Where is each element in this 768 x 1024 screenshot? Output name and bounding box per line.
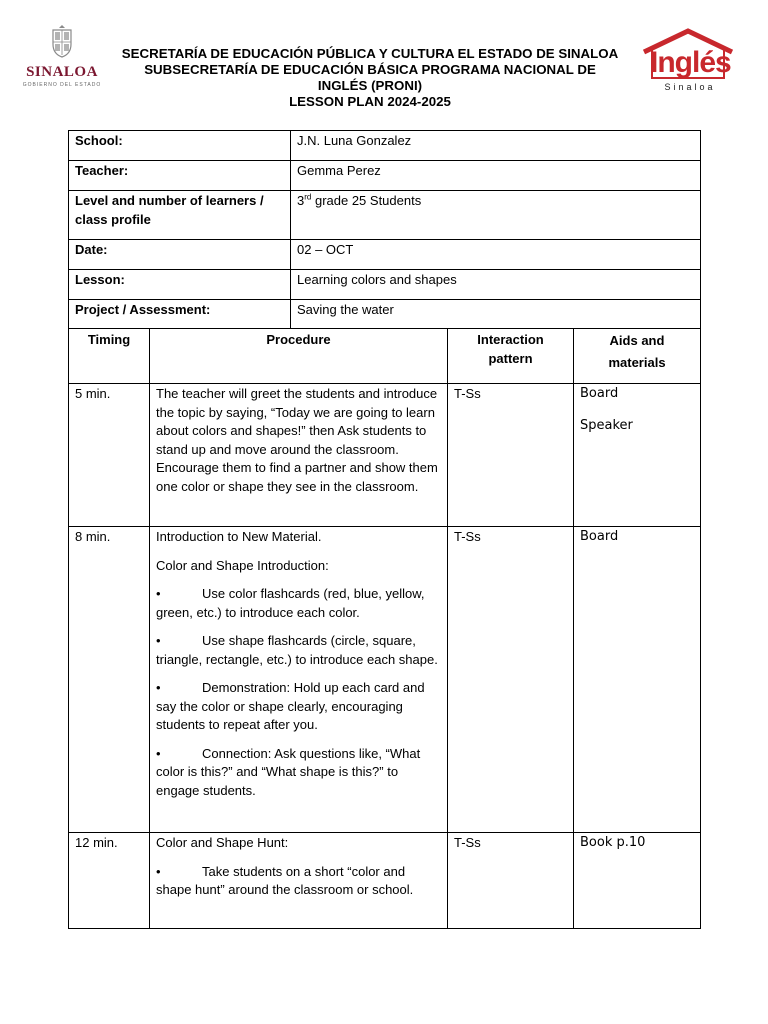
project-label: Project / Assessment: bbox=[69, 300, 291, 329]
interaction-cell: T-Ss bbox=[448, 527, 574, 833]
date-value: 02 – OCT bbox=[291, 240, 701, 270]
sinaloa-sub-text: Sinaloa bbox=[664, 82, 716, 92]
sinaloa-government-logo bbox=[20, 24, 104, 94]
plan-header-row bbox=[69, 329, 701, 384]
lesson-label: Lesson: bbox=[69, 270, 291, 300]
header-line-2: SUBSECRETARÍA DE EDUCACIÓN BÁSICA PROGRAMA NACIONAL DE bbox=[144, 62, 596, 77]
timing-header: Timing bbox=[69, 329, 150, 384]
interaction-header: Interaction pattern bbox=[448, 329, 574, 384]
project-value: Saving the water bbox=[291, 300, 701, 329]
teacher-label: Teacher: bbox=[69, 161, 291, 191]
date-label: Date: bbox=[69, 240, 291, 270]
aids-cell bbox=[574, 384, 701, 527]
aids-header: Aids and materials bbox=[574, 329, 701, 384]
ingles-sinaloa-logo bbox=[636, 28, 740, 98]
procedure-cell bbox=[150, 384, 448, 527]
info-row-date bbox=[69, 240, 701, 270]
procedure-title: Color and Shape Hunt: bbox=[156, 835, 289, 850]
header-line-1: SECRETARÍA DE EDUCACIÓN PÚBLICA Y CULTURA EL ESTADO DE SINALOA bbox=[121, 46, 619, 61]
teacher-value: Gemma Perez bbox=[291, 161, 701, 191]
level-label: Level and number of learners / class profile bbox=[69, 191, 291, 240]
aid-item: Book p.10 bbox=[580, 835, 646, 850]
procedure-cell bbox=[150, 527, 448, 833]
sinaloa-logo-text: SINALOA bbox=[26, 64, 98, 80]
level-value-number: 3 bbox=[297, 193, 305, 208]
table-row bbox=[69, 833, 701, 929]
bullet-icon: • bbox=[156, 586, 161, 601]
timing-cell: 5 min. bbox=[69, 384, 150, 527]
school-value: J.N. Luna Gonzalez bbox=[291, 131, 701, 161]
info-row-lesson bbox=[69, 270, 701, 300]
ingles-logo-text: Inglés bbox=[650, 46, 731, 79]
document-header bbox=[105, 46, 635, 110]
list-item: • Use shape flashcards (circle, square, triangle, rectangle, etc.) to introduce each shape. bbox=[156, 633, 438, 667]
state-crest-icon bbox=[50, 24, 74, 58]
interaction-cell: T-Ss bbox=[448, 833, 574, 929]
procedure-title: Introduction to New Material. bbox=[156, 529, 322, 544]
info-row-level bbox=[69, 191, 701, 240]
bullet-icon: • bbox=[156, 680, 161, 695]
lesson-info-table bbox=[68, 130, 701, 329]
lesson-plan-table bbox=[68, 328, 701, 929]
level-value-rest: grade 25 Students bbox=[311, 193, 422, 208]
info-row-school bbox=[69, 131, 701, 161]
aids-cell bbox=[574, 833, 701, 929]
info-row-teacher bbox=[69, 161, 701, 191]
aids-cell bbox=[574, 527, 701, 833]
bullet-icon: • bbox=[156, 745, 161, 761]
list-item: • Use color flashcards (red, blue, yellow, green, etc.) to introduce each color. bbox=[156, 586, 425, 620]
list-item: • Take students on a short “color and shape hunt” around the classroom or school. bbox=[156, 863, 414, 897]
procedure-cell bbox=[150, 833, 448, 929]
aid-item: Board bbox=[580, 386, 619, 401]
info-row-project bbox=[69, 300, 701, 329]
header-line-4: LESSON PLAN 2024-2025 bbox=[289, 94, 451, 109]
level-value-ordinal: rd bbox=[304, 192, 312, 202]
list-item: • Demonstration: Hold up each card and say the color or shape clearly, encouraging students to repeat after you. bbox=[156, 680, 425, 732]
header-line-3: INGLÉS (PRONI) bbox=[317, 78, 423, 93]
procedure-subtitle: Color and Shape Introduction: bbox=[156, 557, 329, 573]
timing-cell: 12 min. bbox=[69, 833, 150, 929]
gobierno-text: GOBIERNO DEL ESTADO bbox=[22, 82, 102, 88]
timing-cell: 8 min. bbox=[69, 527, 150, 833]
table-row bbox=[69, 384, 701, 527]
lesson-value: Learning colors and shapes bbox=[291, 270, 701, 300]
level-value bbox=[291, 191, 701, 240]
interaction-cell: T-Ss bbox=[448, 384, 574, 527]
bullet-icon: • bbox=[156, 863, 161, 879]
list-item: • Connection: Ask questions like, “What color is this?” and “What shape is this?” to engage students. bbox=[156, 745, 421, 798]
procedure-text: The teacher will greet the students and introduce the topic by saying, “Today we are going to learn about colors and shapes!” then Ask students to stand up and move around the classroom. Encourage them to find a partner and show them one color or shape they see in the classroom. bbox=[156, 386, 438, 494]
aid-item: Speaker bbox=[580, 417, 633, 433]
table-row bbox=[69, 527, 701, 833]
aid-item: Board bbox=[580, 529, 619, 544]
bullet-icon: • bbox=[156, 633, 161, 648]
procedure-header: Procedure bbox=[150, 329, 448, 384]
school-label: School: bbox=[69, 131, 291, 161]
